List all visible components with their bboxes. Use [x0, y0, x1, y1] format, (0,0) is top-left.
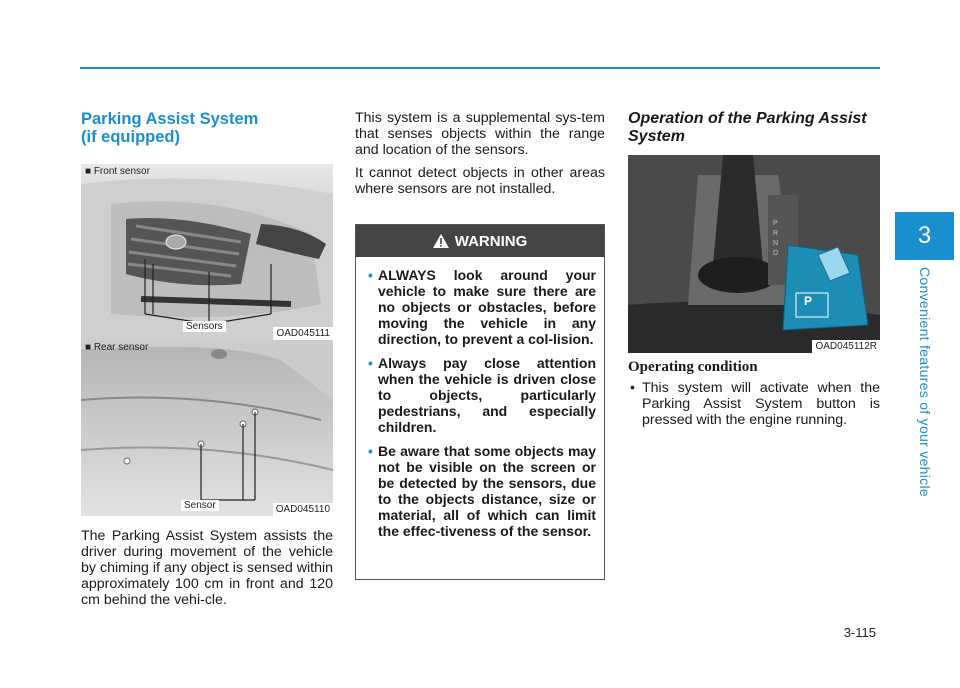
front-figure-code: OAD045111 — [273, 327, 333, 340]
rear-figure-code: OAD045110 — [273, 503, 333, 516]
chapter-title: Convenient features of your vehicle — [916, 267, 933, 497]
rear-car-illustration — [81, 340, 333, 516]
front-car-illustration — [81, 164, 333, 340]
front-sensor-label: ■ Front sensor — [85, 166, 150, 177]
rear-sensor-figure — [81, 340, 333, 516]
sensor-callout: Sensor — [181, 500, 219, 511]
top-rule — [80, 67, 880, 69]
rear-sensor-label: ■ Rear sensor — [85, 342, 149, 353]
column-left — [81, 110, 333, 608]
svg-text:P: P — [804, 294, 813, 308]
gear-letter-r: R — [773, 230, 779, 237]
operating-condition-heading: Operating condition — [628, 359, 758, 375]
warning-title: WARNING — [454, 232, 528, 250]
warning-triangle-icon — [433, 234, 449, 248]
gear-letter-p: P — [773, 220, 778, 227]
section-title: Parking Assist System (if equipped) — [81, 110, 259, 146]
column-right — [628, 110, 880, 428]
warning-item: • ALWAYS look around your vehicle to make sure there are no objects or obstacles, before moving the vehicle in any direction, to prevent a col-lision. — [368, 267, 596, 347]
sensors-callout: Sensors — [183, 321, 226, 332]
console-figure-code: OAD045112R — [812, 340, 880, 353]
front-sensor-figure — [81, 164, 333, 340]
operation-title: Operation of the Parking Assist System — [628, 110, 867, 145]
warning-header — [356, 225, 604, 257]
console-figure — [628, 155, 880, 353]
gear-letter-d: D — [773, 250, 779, 257]
page-number: 3-115 — [843, 625, 876, 640]
paragraph-supplemental: This system is a supplemental sys-tem that senses objects within the range and location of the sensors. — [355, 110, 605, 158]
column-middle — [355, 110, 605, 197]
gear-console-illustration — [628, 155, 880, 353]
intro-paragraph: The Parking Assist System assists the driver during movement of the vehicle by chiming if any object is sensed within approximately 100 cm in front and 120 cm behind the vehi-cle. — [81, 528, 333, 608]
warning-item: • Always pay close attention when the vehicle is driven close to objects, particularly pedestrians, and especially children. — [368, 355, 596, 435]
warning-item: • Be aware that some objects may not be visible on the screen or be detected by the sensors, due to the objects distance, size or material, all of which can limit the effec-tiveness of the sensor. — [368, 443, 596, 539]
warning-list — [356, 257, 604, 539]
chapter-number-tab: 3 — [895, 212, 954, 260]
paragraph-limitations: It cannot detect objects in other areas where sensors are not installed. — [355, 165, 605, 197]
operating-condition-bullet: • This system will activate when the Parking Assist System button is pressed with the engine running. — [630, 380, 880, 428]
warning-box — [355, 224, 605, 580]
gear-letter-n: N — [773, 240, 779, 247]
